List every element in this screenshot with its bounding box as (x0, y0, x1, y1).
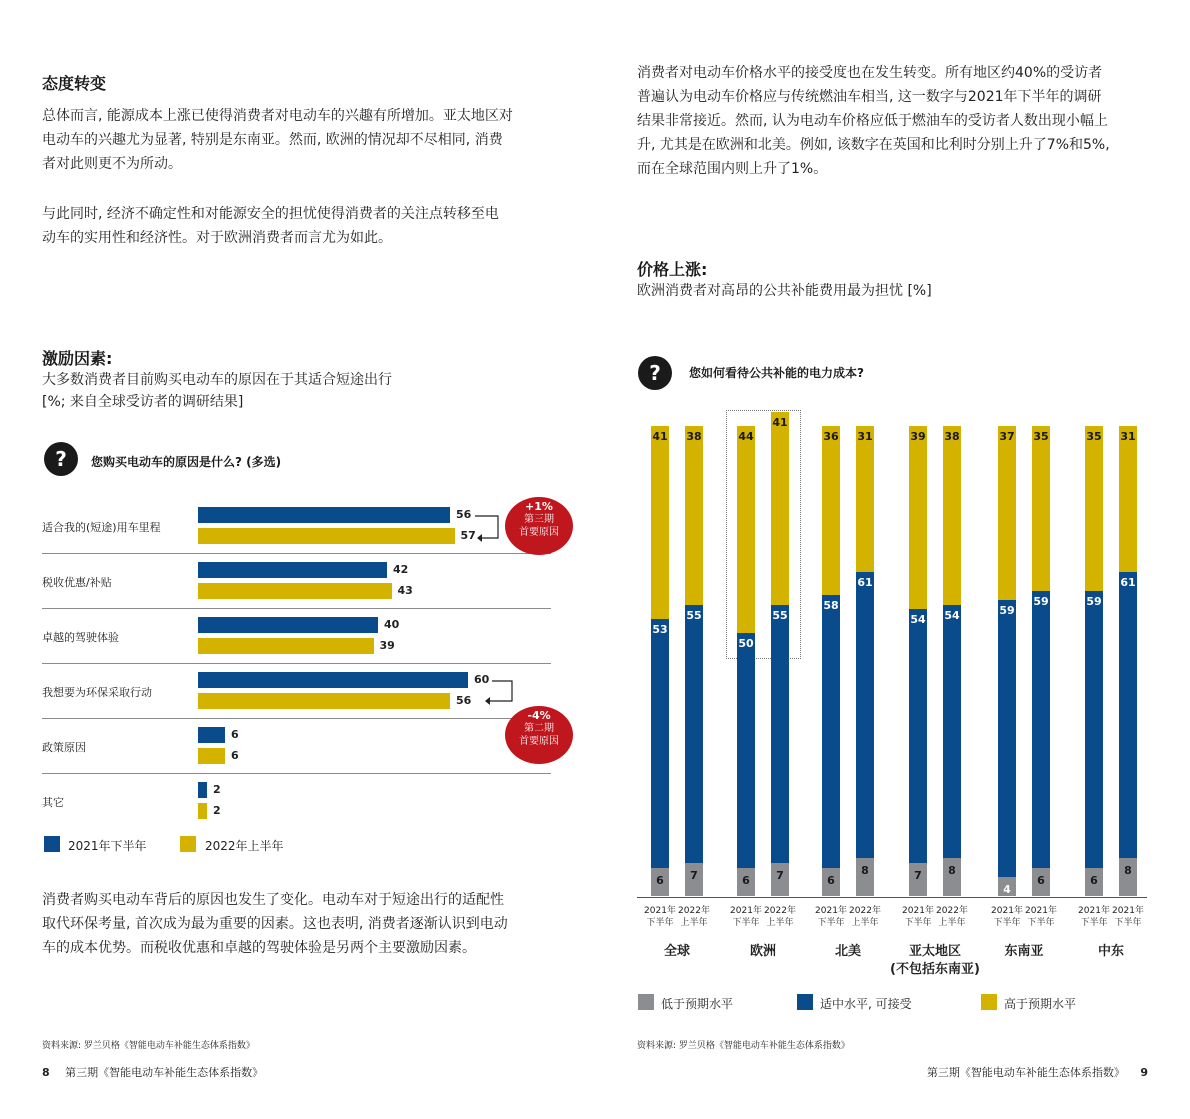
period-label (932, 905, 972, 929)
bar-value: 43 (397, 584, 413, 597)
period-label-line: 上半年 (851, 918, 879, 928)
bar-segment-high (856, 426, 874, 572)
bar (198, 638, 374, 654)
bar-value: 42 (393, 563, 409, 576)
period-label-line: 下半年 (817, 918, 845, 928)
text-line: 结果非常接近。然而, 认为电动车价格应低于燃油车的受访者人数出现小幅上 (637, 113, 1108, 129)
bar (198, 507, 450, 523)
bar (198, 693, 450, 709)
bar (198, 583, 392, 599)
period-label-line: 2022年 (764, 906, 796, 916)
period-label (845, 905, 885, 929)
value-label-mid: 58 (823, 599, 839, 613)
bar-segment-mid (1032, 591, 1050, 868)
bar (198, 748, 225, 764)
bar-segment-mid (943, 605, 961, 859)
bar (198, 617, 378, 633)
legend-swatch-blue (44, 836, 60, 852)
value-label-mid: 53 (652, 622, 668, 636)
legend-label: 高于预期水平 (1004, 997, 1077, 1011)
period-label-line: 2021年 (644, 906, 676, 916)
bar (198, 528, 455, 544)
price-acceptance-paragraph (637, 61, 1157, 181)
period-label-line: 2022年 (849, 906, 881, 916)
legend-label: 低于预期水平 (661, 997, 734, 1011)
bar-value: 57 (460, 529, 476, 542)
value-label-mid: 50 (738, 636, 754, 650)
page-footer-title: 第三期《智能电动车补能生态体系指数》 (65, 1066, 264, 1079)
page-footer-left (42, 1064, 263, 1080)
value-label-mid: 61 (857, 575, 873, 589)
bar-segment-high (771, 412, 789, 605)
legend-label: 适中水平, 可接受 (820, 997, 912, 1011)
motivation-conclusion (42, 888, 562, 960)
page-footer-right (927, 1064, 1148, 1080)
value-label-mid: 55 (772, 608, 788, 622)
bar-segment-high (685, 426, 703, 605)
attitude-title: 态度转变 (42, 74, 107, 93)
bar (198, 672, 468, 688)
text-line: 消费者购买电动车背后的原因也发生了变化。电动车对于短途出行的适配性 (42, 892, 504, 908)
bar-value: 39 (379, 639, 395, 652)
bar-segment-mid (685, 605, 703, 864)
bar-segment-mid (1085, 591, 1103, 868)
value-label-low: 6 (827, 873, 835, 887)
legend-label: 2022年上半年 (205, 839, 284, 853)
period-label-line: 2021年 (991, 906, 1023, 916)
value-label-low: 7 (690, 869, 698, 883)
badge-period: 第二期 (524, 723, 554, 734)
bar (198, 727, 225, 743)
bar-segment-high (1085, 426, 1103, 591)
value-label-high: 35 (1033, 430, 1049, 443)
text-line: 车的成本优势。而税收优惠和卓越的驾驶体验是另两个主要激励因素。 (42, 940, 476, 956)
period-label (674, 905, 714, 929)
bar-value: 6 (231, 749, 239, 762)
bar-value: 56 (456, 508, 472, 521)
period-label-line: 下半年 (732, 918, 760, 928)
period-label-line: 2022年 (936, 906, 968, 916)
motivation-subtitle (42, 369, 392, 413)
value-label-low: 8 (861, 864, 869, 878)
chart-baseline (637, 897, 1147, 898)
period-label-line: 2021年 (815, 906, 847, 916)
page-number: 9 (1140, 1066, 1148, 1079)
attitude-paragraph-1 (42, 104, 562, 176)
question-text: 您如何看待公共补能的电力成本? (689, 366, 864, 380)
value-label-low: 6 (742, 873, 750, 887)
row-divider (42, 553, 551, 554)
text-line: 普遍认为电动车价格应与传统燃油车相当, 这一数字与2021年下半年的调研 (637, 89, 1102, 105)
value-label-high: 35 (1086, 430, 1102, 443)
value-label-high: 39 (910, 430, 926, 443)
value-label-mid: 59 (1086, 594, 1102, 608)
value-label-low: 8 (948, 864, 956, 878)
group-label: 中东 (1097, 944, 1124, 959)
bar-segment-mid (771, 605, 789, 864)
period-label-line: 上半年 (938, 918, 966, 928)
price-subtitle: 欧洲消费者对高昂的公共补能费用最为担忧 [%] (637, 283, 932, 299)
period-label-line: 上半年 (680, 918, 708, 928)
value-label-high: 31 (1120, 430, 1136, 443)
period-label-line: 下半年 (993, 918, 1021, 928)
bar (198, 562, 387, 578)
price-title: 价格上涨: (637, 260, 708, 279)
question-icon: ? (44, 442, 78, 476)
text-line: [%; 来自全球受访者的调研结果] (42, 394, 244, 410)
badge-change: +1% (525, 500, 553, 513)
legend-label: 2021年下半年 (68, 839, 147, 853)
text-line: 总体而言, 能源成本上涨已使得消费者对电动车的兴趣有所增加。亚太地区对 (42, 108, 513, 124)
value-label-mid: 61 (1120, 575, 1136, 589)
value-label-low: 6 (1090, 873, 1098, 887)
question-text: 您购买电动车的原因是什么? (多选) (91, 455, 282, 469)
bar-value: 6 (231, 728, 239, 741)
value-label-high: 44 (738, 430, 754, 443)
category-label: 卓越的驾驶体验 (42, 631, 119, 644)
period-label-line: 2021年 (1025, 906, 1057, 916)
source-note: 资料来源: 罗兰贝格《智能电动车补能生态体系指数》 (42, 1041, 255, 1051)
period-label-line: 下半年 (904, 918, 932, 928)
group-label: 东南亚 (1004, 944, 1044, 959)
period-label-line: 下半年 (1027, 918, 1055, 928)
period-label-line: 2021年 (902, 906, 934, 916)
attitude-paragraph-2 (42, 202, 562, 250)
bar-segment-mid (909, 609, 927, 863)
value-label-high: 38 (686, 430, 702, 443)
value-label-high: 41 (652, 430, 668, 443)
value-label-high: 36 (823, 430, 839, 443)
motivation-title: 激励因素: (42, 349, 113, 368)
bar-segment-mid (1119, 572, 1137, 859)
group-label: 全球 (663, 944, 690, 959)
value-label-mid: 54 (910, 613, 926, 627)
bar (198, 782, 207, 798)
period-label-line: 2021年 (1078, 906, 1110, 916)
period-label (1021, 905, 1061, 929)
text-line: 大多数消费者目前购买电动车的原因在于其适合短途出行 (42, 372, 392, 388)
page-number: 8 (42, 1066, 50, 1079)
value-label-low: 6 (656, 873, 664, 887)
category-label: 我想要为环保采取行动 (42, 686, 152, 699)
bar-segment-high (998, 426, 1016, 600)
bar-value: 60 (474, 673, 490, 686)
bar-segment-mid (998, 600, 1016, 877)
legend-swatch-blue (797, 994, 813, 1010)
value-label-mid: 55 (686, 608, 702, 622)
period-label-line: 下半年 (1080, 918, 1108, 928)
text-line: 消费者对电动车价格水平的接受度也在发生转变。所有地区约40%的受访者 (637, 65, 1103, 81)
value-label-low: 6 (1037, 873, 1045, 887)
bar-segment-high (1119, 426, 1137, 572)
period-label (1108, 905, 1148, 929)
value-label-low: 4 (1003, 883, 1011, 897)
group-label: 欧洲 (749, 944, 776, 959)
bar-segment-high (737, 426, 755, 633)
badge-period: 第三期 (524, 514, 554, 525)
arrow-icon (484, 673, 524, 713)
bar-segment-mid (737, 633, 755, 868)
row-divider (42, 663, 551, 664)
period-label-line: 2022年 (678, 906, 710, 916)
text-line: 升, 尤其是在欧洲和北美。例如, 该数字在英国和比利时分别上升了7%和5%, (637, 137, 1110, 153)
value-label-high: 31 (857, 430, 873, 443)
bar-segment-mid (856, 572, 874, 859)
bar-segment-mid (651, 619, 669, 868)
text-line: 者对此则更不为所动。 (42, 156, 182, 172)
text-line: 而在全球范围内则上升了1%。 (637, 161, 828, 177)
category-label: 其它 (42, 796, 64, 809)
row-divider (42, 773, 551, 774)
value-label-low: 8 (1124, 864, 1132, 878)
period-label-line: 下半年 (1114, 918, 1142, 928)
bar-segment-high (943, 426, 961, 605)
value-label-low: 7 (914, 869, 922, 883)
text-line: 与此同时, 经济不确定性和对能源安全的担忧使得消费者的关注点转移至电 (42, 206, 499, 222)
value-label-mid: 59 (999, 603, 1015, 617)
bar-segment-mid (822, 595, 840, 868)
arrow-icon (470, 508, 510, 548)
text-line: 取代环保考量, 首次成为最为重要的因素。这也表明, 消费者逐渐认识到电动 (42, 916, 508, 932)
period-label (760, 905, 800, 929)
group-label-sub: (不包括东南亚) (890, 962, 980, 977)
legend-swatch-gray (638, 994, 654, 1010)
value-label-mid: 54 (944, 608, 960, 622)
period-label-line: 下半年 (646, 918, 674, 928)
value-label-high: 37 (999, 430, 1015, 443)
change-badge-top-reason (505, 497, 573, 555)
bar-segment-high (909, 426, 927, 609)
value-label-high: 38 (944, 430, 960, 443)
bar (198, 803, 207, 819)
badge-label: 首要原因 (519, 527, 559, 538)
page-footer-title: 第三期《智能电动车补能生态体系指数》 (926, 1066, 1125, 1079)
bar-value: 2 (213, 804, 221, 817)
question-icon: ? (638, 356, 672, 390)
bar-value: 56 (456, 694, 472, 707)
text-line: 电动车的兴趣尤为显著, 特别是东南亚。然而, 欧洲的情况却不尽相同, 消费 (42, 132, 503, 148)
group-label: 亚太地区 (908, 944, 961, 959)
category-label: 政策原因 (42, 741, 86, 754)
badge-change: -4% (527, 709, 551, 722)
legend-swatch-gold (981, 994, 997, 1010)
badge-label: 首要原因 (519, 736, 559, 747)
value-label-mid: 59 (1033, 594, 1049, 608)
bar-segment-high (822, 426, 840, 595)
bar-segment-high (1032, 426, 1050, 591)
row-divider (42, 718, 551, 719)
period-label-line: 2021年 (1112, 906, 1144, 916)
value-label-low: 7 (776, 869, 784, 883)
legend-swatch-gold (180, 836, 196, 852)
change-badge-previous-reason (505, 706, 573, 764)
text-line: 动车的实用性和经济性。对于欧洲消费者而言尤为如此。 (42, 230, 392, 246)
category-label: 适合我的(短途)用车里程 (42, 521, 161, 534)
bar-value: 2 (213, 783, 221, 796)
category-label: 税收优惠/补贴 (42, 576, 112, 589)
row-divider (42, 608, 551, 609)
value-label-high: 41 (772, 415, 788, 429)
source-note: 资料来源: 罗兰贝格《智能电动车补能生态体系指数》 (637, 1041, 850, 1051)
period-label-line: 2021年 (730, 906, 762, 916)
bar-segment-high (651, 426, 669, 619)
bar-value: 40 (384, 618, 400, 631)
group-label: 北美 (834, 944, 861, 959)
period-label-line: 上半年 (766, 918, 794, 928)
